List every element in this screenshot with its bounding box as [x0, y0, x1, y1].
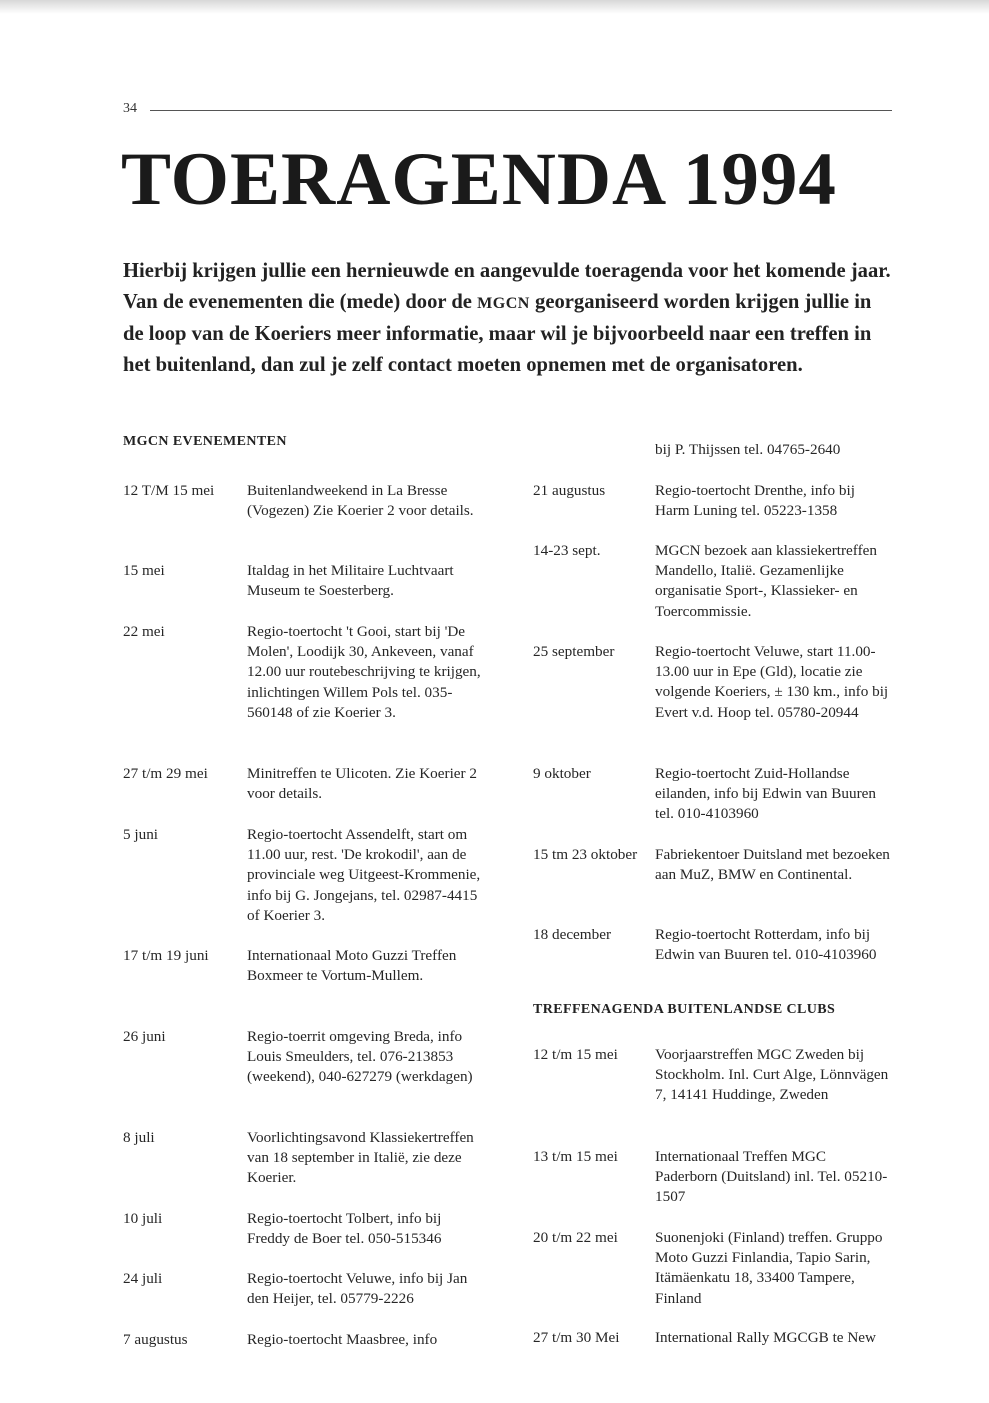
intro-text: Hierbij krijgen jullie een hernieuwde en aangevulde toeragenda voor het komende jaar. Van de evenementen die (mede) door de: [123, 260, 891, 313]
foreign-clubs-heading: TREFFENAGENDA BUITENLANDSE CLUBS: [533, 1002, 836, 1017]
event-description: MGCN bezoek aan klassiekertreffen Mandello, Italië. Gezamenlijke organisatie Sport-, Klassieker- en Toercommissie.: [655, 542, 877, 620]
event-description: Fabriekentoer Duitsland met bezoeken aan MuZ, BMW en Continental.: [655, 846, 890, 884]
event-date: 26 juni: [123, 1028, 166, 1045]
event-date: 9 oktober: [533, 765, 591, 782]
event-date: 10 juli: [123, 1210, 163, 1227]
page-title: TOERAGENDA 1994: [121, 138, 837, 221]
event-description: Regio-toertocht 't Gooi, start bij 'De Molen', Loodijk 30, Ankeveen, vanaf 12.00 uur routebeschrijving te krijgen, inlichtingen Willem Pols tel. 035-560148 of zie Koerier 3.: [247, 623, 481, 721]
event-description: Buitenlandweekend in La Bresse (Vogezen) Zie Koerier 2 voor details.: [247, 482, 474, 520]
scan-edge: [0, 0, 989, 14]
event-description: Regio-toerrit omgeving Breda, info Louis Smeulders, tel. 076-213853 (weekend), 040-627279 (werkdagen): [247, 1028, 473, 1086]
event-description: Regio-toertocht Rotterdam, info bij Edwin van Buuren tel. 010-4103960: [655, 926, 877, 964]
event-description: Regio-toertocht Assendelft, start om 11.00 uur, rest. 'De krokodil', aan de provinciale weg Uitgeest-Krommenie, info bij G. Jongejans, tel. 02987-4415 of Koerier 3.: [247, 826, 481, 924]
intro-paragraph: [123, 256, 893, 380]
event-description: Voorjaarstreffen MGC Zweden bij Stockholm. Inl. Curt Alge, Lönnvägen 7, 14141 Huddinge, Zweden: [655, 1046, 889, 1104]
intro-text: georganiseerd worden krijgen jullie in de loop van de Koeriers meer informatie, maar wil je bijvoorbeeld naar een treffen in het buitenland, dan zul je zelf contact moeten opnemen met de organisatoren.: [123, 290, 872, 376]
event-description-continued: bij P. Thijssen tel. 04765-2640: [655, 441, 841, 458]
event-description: Regio-toertocht Drenthe, info bij Harm Luning tel. 05223-1358: [655, 482, 855, 520]
header-rule: [150, 110, 892, 111]
event-date: 15 tm 23 oktober: [533, 846, 638, 863]
event-date: 24 juli: [123, 1270, 163, 1287]
event-description: Internationaal Treffen MGC Paderborn (Duitsland) inl. Tel. 05210-1507: [655, 1148, 888, 1206]
event-description: Regio-toertocht Tolbert, info bij Freddy de Boer tel. 050-515346: [247, 1210, 442, 1248]
event-description: Suonenjoki (Finland) treffen. Gruppo Moto Guzzi Finlandia, Tapio Sarin, Itämäenkatu 18, 33400 Tampere, Finland: [655, 1229, 883, 1307]
event-date: 25 september: [533, 643, 615, 660]
event-description: Regio-toertocht Veluwe, info bij Jan den Heijer, tel. 05779-2226: [247, 1270, 468, 1308]
event-date: 14-23 sept.: [533, 542, 601, 559]
event-date: 21 augustus: [533, 482, 606, 499]
event-date: 22 mei: [123, 623, 165, 640]
event-description: Italdag in het Militaire Luchtvaart Museum te Soesterberg.: [247, 562, 454, 600]
event-date: 17 t/m 19 juni: [123, 947, 209, 964]
event-description: Voorlichtingsavond Klassiekertreffen van 18 september in Italië, zie deze Koerier.: [247, 1129, 474, 1187]
page-number: 34: [123, 101, 137, 116]
event-date: 27 t/m 29 mei: [123, 765, 208, 782]
event-description: Regio-toertocht Zuid-Hollandse eilanden, info bij Edwin van Buuren tel. 010-4103960: [655, 765, 877, 823]
event-date: 7 augustus: [123, 1331, 188, 1348]
event-date: 13 t/m 15 mei: [533, 1148, 618, 1165]
event-description: Regio-toertocht Veluwe, start 11.00-13.00 uur in Epe (Gld), locatie zie volgende Koeriers, ± 130 km., info bij Evert v.d. Hoop tel. 05780-20944: [655, 643, 889, 721]
event-date: 12 T/M 15 mei: [123, 482, 215, 499]
event-description: Minitreffen te Ulicoten. Zie Koerier 2 voor details.: [247, 765, 477, 803]
event-date: 12 t/m 15 mei: [533, 1046, 618, 1063]
event-date: 5 juni: [123, 826, 159, 843]
intro-org: MGCN: [477, 294, 530, 312]
event-description: Regio-toertocht Maasbree, info: [247, 1331, 438, 1348]
event-date: 8 juli: [123, 1129, 155, 1146]
event-description: International Rally MGCGB te New: [655, 1329, 877, 1346]
event-date: 20 t/m 22 mei: [533, 1229, 618, 1246]
mgcn-heading: MGCN EVENEMENTEN: [123, 434, 287, 449]
event-description: Internationaal Moto Guzzi Treffen Boxmeer te Vortum-Mullem.: [247, 947, 457, 985]
event-date: 15 mei: [123, 562, 165, 579]
event-date: 27 t/m 30 Mei: [533, 1329, 620, 1346]
event-date: 18 december: [533, 926, 612, 943]
